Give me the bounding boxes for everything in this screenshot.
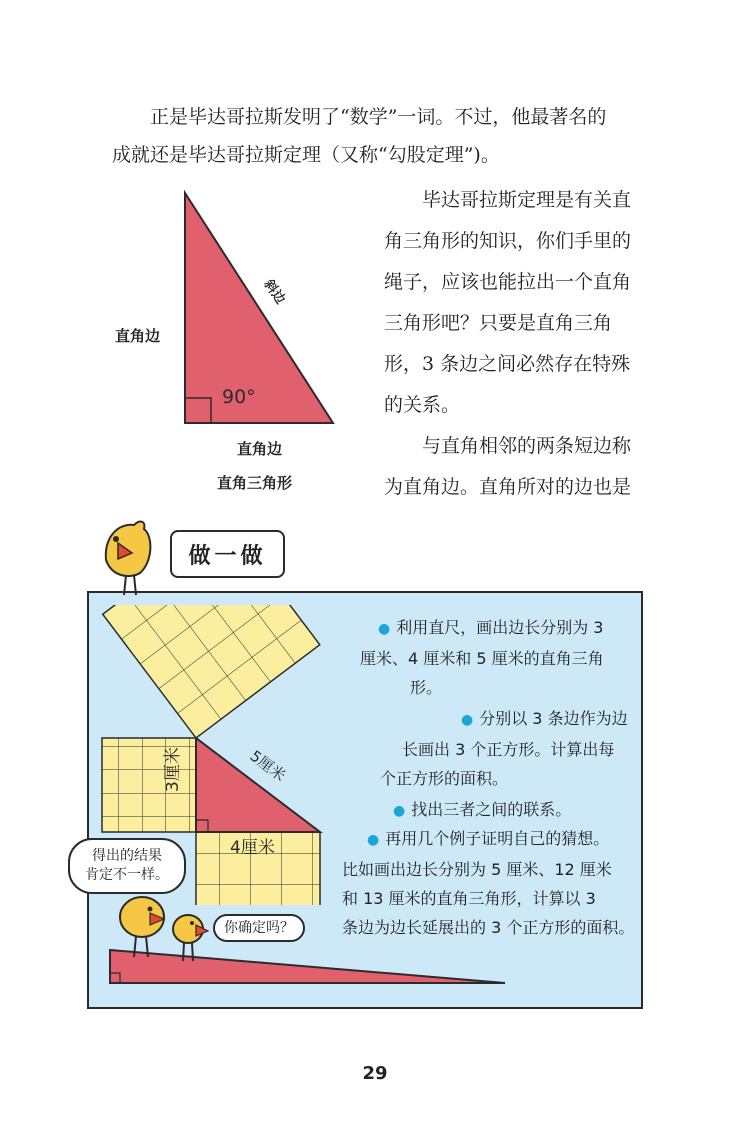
side-line: 与直角相邻的两条短边称 [422, 435, 632, 457]
intro-line-1: 正是毕达哥拉斯发明了“数学”一词。不过，他最著名的 [150, 106, 607, 128]
bullet-2: ● 分别以 3 条边作为边 长画出 3 个正方形。计算出每 个正方形的面积。 [380, 709, 628, 788]
label-side-4: 4厘米 [230, 838, 275, 858]
long-triangle-ramp [110, 950, 505, 983]
hypotenuse-label: 斜边 [260, 277, 288, 308]
side-line: 的关系。 [384, 394, 461, 416]
bird-1-icon [120, 897, 164, 957]
side-line: 毕达哥拉斯定理是有关直 [422, 189, 632, 211]
intro-line-2: 成就还是毕达哥拉斯定理（又称“勾股定理”)。 [112, 144, 500, 166]
activity-title-text: 做一做 [188, 543, 267, 569]
activity-title [170, 530, 285, 578]
label-side-5: 5厘米 [246, 746, 290, 785]
bullet-dot-icon: ● [367, 832, 380, 848]
intro-paragraph [112, 98, 652, 174]
speech-bubble-1: 得出的结果 肯定不一样。 [68, 838, 186, 894]
page-number: 29 [362, 1063, 388, 1084]
side-line: 绳子，应该也能拉出一个直角 [384, 271, 632, 293]
speech-bubble-2: 你确定吗？ [213, 914, 305, 942]
label-side-3: 3厘米 [163, 747, 183, 792]
bullet-1: ● 利用直尺，画出边长分别为 3 厘米、4 厘米和 5 厘米的直角三角 形。 [360, 618, 604, 697]
horizontal-leg-label: 直角边 [237, 440, 283, 458]
bird-2-icon [173, 915, 208, 961]
side-line: 为直角边。直角所对的边也是 [384, 476, 632, 498]
side-paragraph [384, 180, 654, 508]
vertical-leg-label: 直角边 [115, 327, 161, 345]
bullet-dot-icon: ● [393, 803, 406, 819]
bullet-dot-icon: ● [378, 621, 391, 637]
bullet-dot-icon: ● [461, 712, 474, 728]
birds-and-ramp [100, 895, 520, 990]
square-side-5 [103, 605, 320, 738]
bird-mascot-icon [96, 515, 166, 600]
figure-caption: 直角三角形 [217, 474, 293, 492]
angle-label: 90° [222, 386, 256, 408]
side-line: 形，3 条边之间必然存在特殊 [384, 353, 631, 375]
bullet-4: ● 再用几个例子证明自己的猜想。 比如画出边长分别为 5 厘米、12 厘米 和 13 厘米的直角三角形，计算以 3 条边为边长延展出的 3 个正方形的面积。 [342, 829, 635, 937]
bullet-3: ● 找出三者之间的联系。 [393, 800, 572, 819]
right-triangle-shape [185, 193, 333, 423]
side-line: 角三角形的知识，你们手里的 [384, 230, 632, 252]
side-line: 三角形吧？只要是直角三角 [384, 312, 613, 334]
right-triangle-figure [150, 185, 350, 430]
